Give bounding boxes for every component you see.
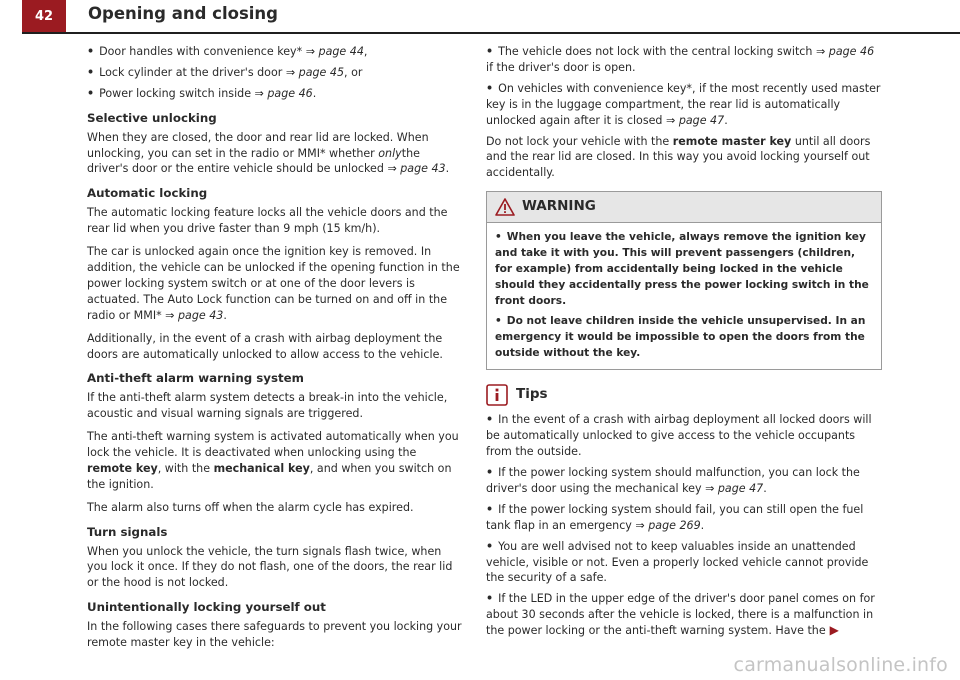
paragraph: The car is unlocked again once the ignition key is removed. In addition, the vehicle can be unlocked if the opening function in the power locking system switch or at one of the door levers is actuated. The Auto Lock function can be turned on and off in the radio or MMI* ⇒ page 43.: [87, 245, 460, 322]
warning-item: • When you leave the vehicle, always remove the ignition key and take it with you. This will prevent passengers (children, for example) from accidentally being locked in the vehicle should they accidentally press the power locking switch in the front doors.: [495, 231, 869, 308]
section-heading: Selective unlocking: [87, 110, 217, 125]
list-item: • The vehicle does not lock with the central locking switch ⇒ page 46 if the driver's door is open.: [486, 45, 875, 74]
page-number: 42: [22, 0, 66, 32]
section-heading: Anti-theft alarm warning system: [87, 371, 304, 386]
tip-item: • In the event of a crash with airbag deployment all locked doors will be automatically unlocked to give access to the vehicle occupants from the outside.: [486, 413, 872, 459]
paragraph: The alarm also turns off when the alarm cycle has expired.: [87, 500, 414, 514]
watermark: carmanualsonline.info: [733, 654, 948, 676]
page-reference[interactable]: page 43: [178, 308, 224, 322]
list-item: • Door handles with convenience key* ⇒ page 44,: [87, 45, 368, 58]
paragraph: Do not lock your vehicle with the remote master key until all doors and the rear lid are closed. In this way you avoid locking yourself out accidentally.: [486, 134, 871, 180]
section-heading: Turn signals: [87, 524, 168, 539]
page-reference[interactable]: page 47: [678, 113, 725, 127]
paragraph: The automatic locking feature locks all the vehicle doors and the rear lid when you drive faster than 9 mph (15 km/h).: [87, 206, 448, 236]
section-heading: Automatic locking: [87, 186, 208, 201]
section-heading: Unintentionally locking yourself out: [87, 600, 326, 615]
warning-title: WARNING: [522, 198, 596, 215]
warning-box: [486, 191, 882, 370]
paragraph: When they are closed, the door and rear lid are locked. When unlocking, you can set in the radio or MMI* whether onlythe driver's door or the entire vehicle should be unlocked ⇒ page 43.: [87, 130, 450, 176]
tip-item: • If the LED in the upper edge of the driver's door panel comes on for about 30 seconds after the vehicle is locked, there is a malfunction in the power locking or the anti-theft warning system. Have the ▶: [486, 592, 875, 638]
tip-item: • If the power locking system should fail, you can still open the fuel tank flap in an emergency ⇒ page 269.: [486, 502, 864, 532]
info-icon: [486, 384, 508, 406]
running-header: Opening and closing: [88, 4, 278, 23]
right-column: [486, 44, 882, 644]
page-reference[interactable]: page 269: [648, 518, 701, 532]
page-reference[interactable]: page 46: [267, 86, 313, 100]
warning-triangle-icon: [495, 198, 515, 216]
tip-item: • If the power locking system should malfunction, you can lock the driver's door using the mechanical key ⇒ page 47.: [486, 465, 860, 495]
paragraph: In the following cases there safeguards to prevent you locking your remote master key in the vehicle:: [87, 620, 462, 650]
page-reference[interactable]: page 47: [717, 481, 764, 495]
page-reference[interactable]: page 44: [318, 45, 364, 58]
warning-header: [487, 192, 881, 223]
paragraph: If the anti-theft alarm system detects a break-in into the vehicle, acoustic and visual warning signals are triggered.: [87, 391, 448, 421]
tips-header: [486, 384, 882, 406]
continue-arrow-icon: ▶: [829, 623, 839, 638]
header-rule: [22, 32, 960, 34]
list-item: • On vehicles with convenience key*, if the most recently used master key is in the luggage compartment, the rear lid is automatically unlocked again after it is closed ⇒ page 47.: [486, 81, 881, 127]
paragraph: The anti-theft warning system is activated automatically when you lock the vehicle. It is deactivated when unlocking using the remote key, with the mechanical key, and when you switch on the ignition.: [87, 430, 459, 491]
page-reference[interactable]: page 43: [400, 162, 446, 176]
tip-item: • You are well advised not to keep valuables inside an unattended vehicle, visible or not. Even a properly locked vehicle cannot provide the security of a safe.: [486, 539, 869, 585]
page-reference[interactable]: page 46: [828, 45, 875, 58]
paragraph: Additionally, in the event of a crash with airbag deployment the doors are automatically unlocked to allow access to the vehicle.: [87, 331, 443, 361]
list-item: • Lock cylinder at the driver's door ⇒ page 45, or: [87, 65, 363, 79]
list-item: • Power locking switch inside ⇒ page 46.: [87, 86, 317, 100]
warning-body: [487, 223, 881, 369]
paragraph: When you unlock the vehicle, the turn signals flash twice, when you lock it once. If they do not flash, one of the doors, the rear lid or the hood is not locked.: [87, 544, 453, 590]
page-reference[interactable]: page 45: [298, 65, 345, 79]
left-column: [87, 44, 464, 658]
warning-item: • Do not leave children inside the vehicle unsupervised. In an emergency it would be impossible to open the doors from the outside without the key.: [495, 315, 866, 360]
tips-title: Tips: [516, 386, 548, 403]
